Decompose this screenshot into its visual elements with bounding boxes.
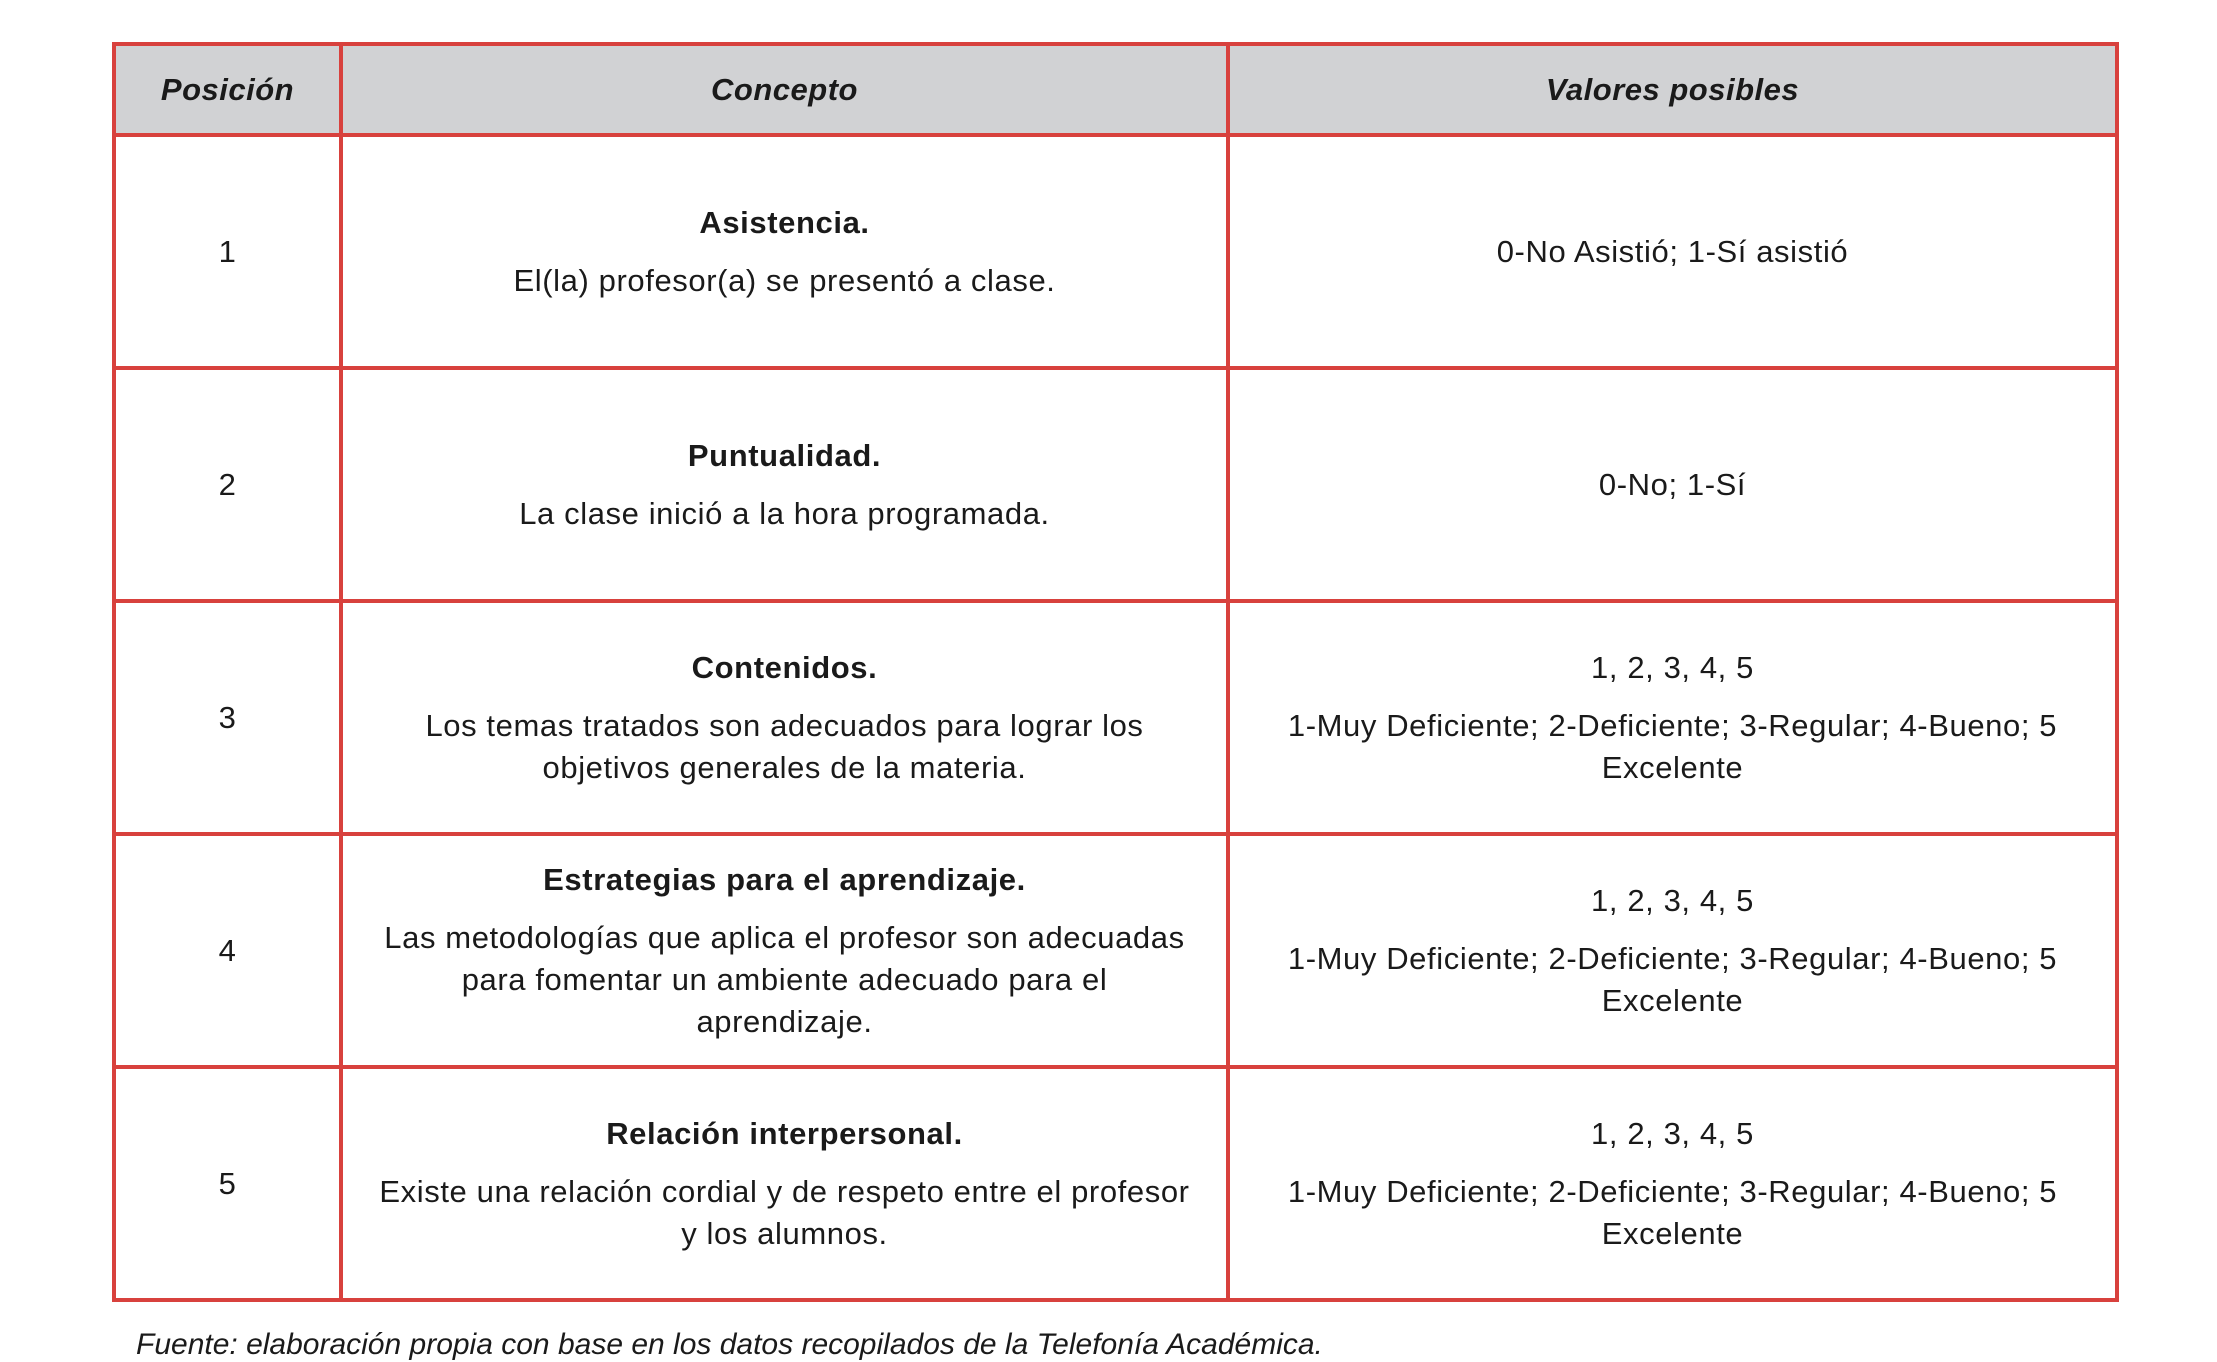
cell-values — [1228, 834, 2117, 1067]
values-scale: 1, 2, 3, 4, 5 — [1591, 649, 1754, 685]
cell-concept — [341, 135, 1228, 368]
concept-description: La clase inició a la hora programada. — [519, 495, 1050, 531]
concept-description: El(la) profesor(a) se presentó a clase. — [513, 262, 1056, 298]
table-row — [114, 601, 2117, 834]
concept-title: Asistencia. — [699, 204, 870, 240]
header-concept: Concepto — [341, 44, 1228, 135]
header-position: Posición — [114, 44, 341, 135]
concept-title: Puntualidad. — [687, 437, 882, 473]
values-scale: 1, 2, 3, 4, 5 — [1591, 1115, 1754, 1151]
values-description: 1-Muy Deficiente; 2-Deficiente; 3-Regular; 4-Bueno; 5 Excelente — [1287, 707, 2058, 785]
values-description: 1-Muy Deficiente; 2-Deficiente; 3-Regular; 4-Bueno; 5 Excelente — [1287, 1173, 2058, 1251]
cell-values — [1228, 1067, 2117, 1300]
values-description: 1-Muy Deficiente; 2-Deficiente; 3-Regular; 4-Bueno; 5 Excelente — [1287, 940, 2058, 1018]
cell-position: 4 — [114, 834, 341, 1067]
cell-values — [1228, 368, 2117, 601]
cell-concept — [341, 834, 1228, 1067]
table-source-footnote: Fuente: elaboración propia con base en los datos recopilados de la Telefonía Académica. — [136, 1328, 1323, 1361]
table-row — [114, 1067, 2117, 1300]
cell-concept — [341, 1067, 1228, 1300]
table-row — [114, 368, 2117, 601]
cell-position: 1 — [114, 135, 341, 368]
concept-title: Contenidos. — [691, 649, 878, 685]
values-description: 0-No; 1-Sí — [1598, 466, 1747, 502]
evaluation-table-container — [112, 42, 2115, 1302]
concept-description: Las metodologías que aplica el profesor son adecuadas para fomentar un ambiente adecuado para el aprendizaje. — [384, 919, 1185, 1039]
concept-title: Estrategias para el aprendizaje. — [543, 861, 1026, 897]
concept-title: Relación interpersonal. — [606, 1115, 963, 1151]
cell-concept — [341, 368, 1228, 601]
cell-position: 5 — [114, 1067, 341, 1300]
cell-position: 3 — [114, 601, 341, 834]
table-row — [114, 135, 2117, 368]
concept-description: Existe una relación cordial y de respeto entre el profesor y los alumnos. — [379, 1173, 1190, 1251]
table-row — [114, 834, 2117, 1067]
values-scale: 1, 2, 3, 4, 5 — [1591, 882, 1754, 918]
cell-position: 2 — [114, 368, 341, 601]
values-description: 0-No Asistió; 1-Sí asistió — [1496, 233, 1849, 269]
cell-concept — [341, 601, 1228, 834]
cell-values — [1228, 601, 2117, 834]
header-values: Valores posibles — [1228, 44, 2117, 135]
concept-description: Los temas tratados son adecuados para lograr los objetivos generales de la materia. — [425, 707, 1144, 785]
evaluation-criteria-table — [112, 42, 2119, 1302]
table-header-row — [114, 44, 2117, 135]
cell-values — [1228, 135, 2117, 368]
